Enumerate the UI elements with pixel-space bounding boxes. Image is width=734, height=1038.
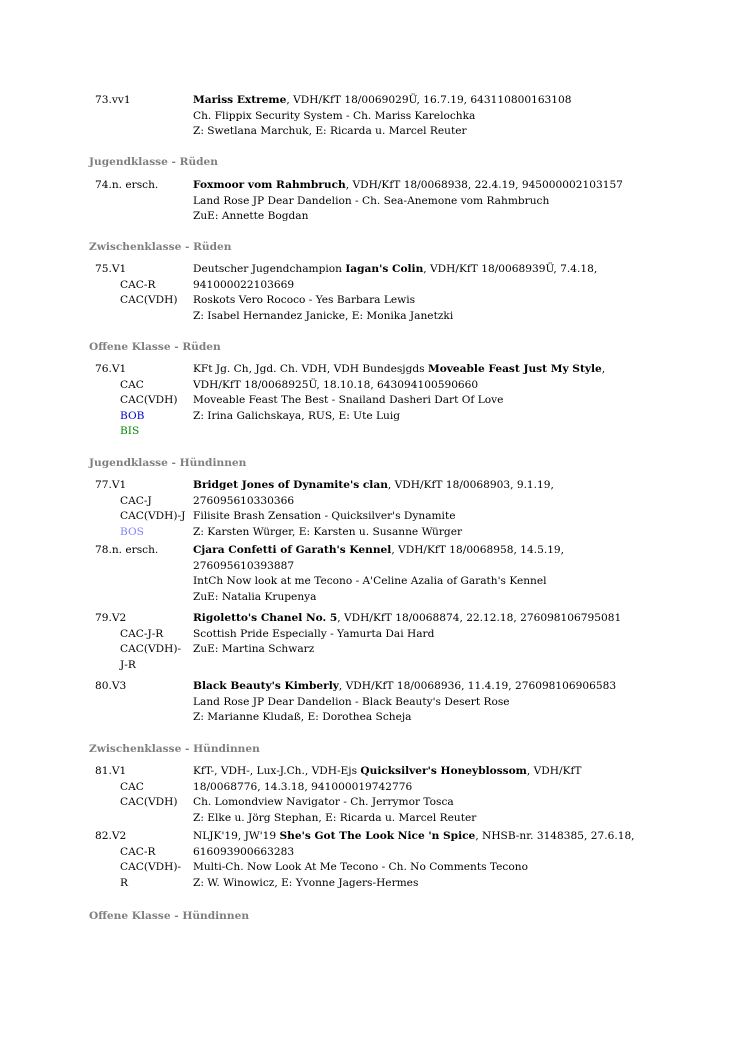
award-label: CAC: [120, 780, 144, 793]
entry-line-4: Z: W. Winowicz, E: Yvonne Jagers-Hermes: [193, 876, 419, 889]
entry-line-1: Bridget Jones of Dynamite's clan, VDH/KfT 18/0068903, 9.1.19,: [193, 479, 554, 491]
entry-line-1: KfT-, VDH-, Lux-J.Ch., VDH-Ejs Quicksilver's Honeyblossom, VDH/KfT: [193, 765, 582, 777]
award-label: CAC(VDH): [120, 796, 178, 809]
dog-name: Moveable Feast Just My Style: [427, 363, 602, 375]
entry-number: 79.V2: [95, 612, 127, 624]
award-label: J-R: [120, 658, 136, 671]
entry-details: [193, 478, 643, 540]
award-label: CAC(VDH)-: [120, 643, 182, 656]
entry-number-column: [95, 93, 195, 109]
entry-number-column: [95, 679, 195, 695]
entry-number: 78.n. ersch.: [95, 544, 159, 556]
entry-number: 73.vv1: [95, 94, 131, 106]
entry-details: [193, 362, 643, 424]
entry-details: [193, 679, 643, 726]
entry-line-2: Ch. Flippix Security System - Ch. Mariss Karelochka: [193, 109, 476, 122]
award-label: CAC(VDH): [120, 394, 178, 407]
entry-line-3: IntCh Now look at me Tecono - A'Celine Azalia of Garath's Kennel: [193, 575, 547, 588]
entry-line-3: ZuE: Annette Bogdan: [193, 210, 309, 223]
dog-name: Mariss Extreme: [193, 94, 287, 106]
entry-line-2: VDH/KfT 18/0068925Ü, 18.10.18, 643094100590660: [193, 378, 479, 391]
dog-name: Rigoletto's Chanel No. 5: [193, 612, 338, 624]
entry-line-1: Mariss Extreme, VDH/KfT 18/0069029Ü, 16.7.19, 643110800163108: [193, 94, 572, 106]
entry-line-3: Z: Marianne Kludaß, E: Dorothea Scheja: [193, 711, 412, 724]
entry-number: 80.V3: [95, 680, 127, 692]
entry-details: [193, 93, 643, 140]
entry-details: [193, 178, 643, 225]
award-label: R: [120, 876, 128, 889]
entry-details: [193, 611, 643, 658]
entry-number-column: [95, 478, 195, 540]
entry-line-3: Roskots Vero Rococo - Yes Barbara Lewis: [193, 294, 416, 307]
entry-number: 81.V1: [95, 765, 127, 777]
award-label: CAC(VDH)-: [120, 861, 182, 874]
award-label: CAC-R: [120, 278, 156, 291]
dog-name: She's Got The Look Nice 'n Spice: [279, 830, 476, 842]
entry-number: 76.V1: [95, 363, 127, 375]
award-label: CAC-R: [120, 845, 156, 858]
award-label-bob: BOB: [120, 409, 145, 422]
entry-line-2: 276095610330366: [193, 494, 295, 507]
entry-line-2: 18/0068776, 14.3.18, 941000019742776: [193, 780, 413, 793]
entry-details: [193, 764, 643, 826]
entry-line-3: Z: Swetlana Marchuk, E: Ricarda u. Marcel Reuter: [193, 125, 467, 138]
entry-number-column: [95, 178, 195, 194]
entry-line-1: Cjara Confetti of Garath's Kennel, VDH/KfT 18/0068958, 14.5.19,: [193, 544, 565, 556]
entry-line-3: Filisite Brash Zensation - Quicksilver's Dynamite: [193, 510, 456, 523]
entry-line-4: ZuE: Natalia Krupenya: [193, 590, 317, 603]
entry-line-3: Ch. Lomondview Navigator - Ch. Jerrymor Tosca: [193, 796, 454, 809]
entry-line-2: Land Rose JP Dear Dandelion - Ch. Sea-Anemone vom Rahmbruch: [193, 194, 550, 207]
section-heading: Jugendklasse - Hündinnen: [89, 457, 247, 469]
entry-number-column: [95, 262, 195, 309]
section-heading: Offene Klasse - Hündinnen: [89, 910, 250, 922]
entry-line-1: Rigoletto's Chanel No. 5, VDH/KfT 18/0068874, 22.12.18, 276098106795081: [193, 612, 622, 624]
entry-line-3: Moveable Feast The Best - Snailand Dasheri Dart Of Love: [193, 394, 504, 407]
award-label: CAC-J: [120, 494, 152, 507]
entry-line-1: Black Beauty's Kimberly, VDH/KfT 18/0068936, 11.4.19, 276098106906583: [193, 680, 617, 692]
entry-line-3: Multi-Ch. Now Look At Me Tecono - Ch. No Comments Tecono: [193, 861, 528, 874]
entry-details: [193, 829, 643, 891]
entry-number-column: [95, 362, 195, 440]
entry-number-column: [95, 611, 195, 673]
entry-number: 82.V2: [95, 830, 127, 842]
entry-line-1: Deutscher Jugendchampion Iagan's Colin, VDH/KfT 18/0068939Ü, 7.4.18,: [193, 263, 598, 275]
dog-name: Quicksilver's Honeyblossom: [360, 765, 527, 777]
award-label: CAC(VDH): [120, 294, 178, 307]
entry-details: [193, 543, 643, 605]
award-label-bis: BIS: [120, 425, 140, 438]
entry-line-4: Z: Isabel Hernandez Janicke, E: Monika Janetzki: [193, 309, 454, 322]
entry-line-2: Land Rose JP Dear Dandelion - Black Beauty's Desert Rose: [193, 695, 510, 708]
entry-line-4: Z: Karsten Würger, E: Karsten u. Susanne Würger: [193, 525, 463, 538]
entry-number-column: [95, 764, 195, 811]
section-heading: Zwischenklasse - Hündinnen: [89, 743, 260, 755]
dog-name: Cjara Confetti of Garath's Kennel: [193, 544, 392, 556]
section-heading: Jugendklasse - Rüden: [89, 156, 218, 168]
entry-line-4: Z: Irina Galichskaya, RUS, E: Ute Luig: [193, 409, 400, 422]
entry-line-2: 276095610393887: [193, 559, 295, 572]
dog-name: Iagan's Colin: [345, 263, 424, 275]
dog-name: Foxmoor vom Rahmbruch: [193, 179, 346, 191]
entry-line-2: 941000022103669: [193, 278, 295, 291]
award-label: CAC(VDH)-J: [120, 510, 186, 523]
entry-number-column: [95, 829, 195, 891]
entry-number: 77.V1: [95, 479, 127, 491]
entry-line-2: Scottish Pride Especially - Yamurta Dai Hard: [193, 627, 435, 640]
entry-details: [193, 262, 643, 324]
entry-number: 74.n. ersch.: [95, 179, 159, 191]
entry-line-1: Foxmoor vom Rahmbruch, VDH/KfT 18/0068938, 22.4.19, 945000002103157: [193, 179, 623, 191]
entry-line-3: ZuE: Martina Schwarz: [193, 643, 315, 656]
award-label: CAC: [120, 378, 144, 391]
entry-number: 75.V1: [95, 263, 127, 275]
section-heading: Zwischenklasse - Rüden: [89, 241, 232, 253]
dog-name: Black Beauty's Kimberly: [193, 680, 339, 692]
dog-name: Bridget Jones of Dynamite's clan: [193, 479, 388, 491]
entry-line-2: 616093900663283: [193, 845, 295, 858]
award-label-bos: BOS: [120, 525, 144, 538]
entry-line-1: NLJK'19, JW'19 She's Got The Look Nice 'n Spice, NHSB-nr. 3148385, 27.6.18,: [193, 830, 635, 842]
entry-line-4: Z: Elke u. Jörg Stephan, E: Ricarda u. Marcel Reuter: [193, 811, 477, 824]
section-heading: Offene Klasse - Rüden: [89, 341, 221, 353]
award-label: CAC-J-R: [120, 627, 164, 640]
entry-line-1: KFt Jg. Ch, Jgd. Ch. VDH, VDH Bundesjgds Moveable Feast Just My Style,: [193, 363, 606, 375]
entry-number-column: [95, 543, 195, 559]
